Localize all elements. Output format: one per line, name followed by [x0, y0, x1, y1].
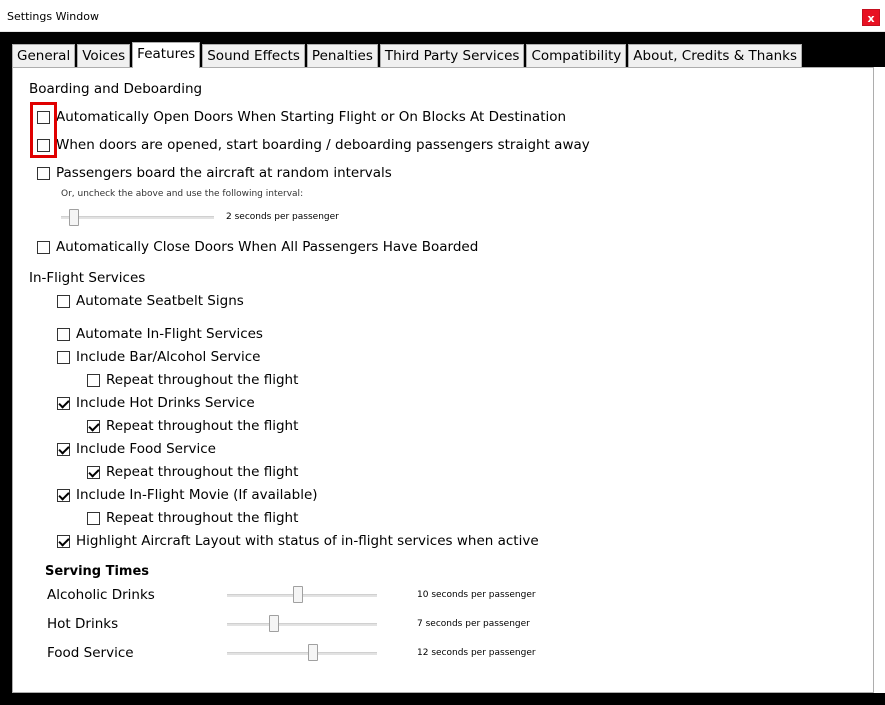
tab-general[interactable]: General — [12, 44, 75, 67]
inflight-group-title: In-Flight Services — [29, 270, 146, 286]
option-label: Repeat throughout the flight — [106, 372, 299, 388]
highlight-box — [30, 102, 57, 158]
auto-close-doors-option[interactable] — [37, 239, 478, 255]
random-intervals-option[interactable] — [37, 165, 392, 181]
boarding-interval-slider-track[interactable] — [61, 216, 214, 219]
option-label: Passengers board the aircraft at random intervals — [56, 165, 392, 181]
checkbox[interactable] — [57, 397, 70, 410]
option-label: Automatically Close Doors When All Passengers Have Boarded — [56, 239, 479, 255]
option-label: Automate In-Flight Services — [76, 326, 263, 342]
alcoholic-drinks-value: 10 seconds per passenger — [417, 590, 536, 600]
alcoholic-drinks-slider-thumb[interactable] — [293, 586, 303, 603]
window-title: Settings Window — [7, 10, 99, 23]
movie-repeat-option[interactable] — [87, 510, 298, 526]
close-button[interactable]: x — [862, 9, 880, 26]
start-boarding-straight-away-option[interactable] — [37, 137, 590, 153]
food-service-slider-track[interactable] — [227, 652, 377, 655]
checkbox[interactable] — [57, 489, 70, 502]
checkbox[interactable] — [57, 535, 70, 548]
option-label: Highlight Aircraft Layout with status of in-flight services when active — [76, 533, 539, 549]
tab-features[interactable]: Features — [132, 42, 200, 68]
food-service-slider-thumb[interactable] — [308, 644, 318, 661]
automate-inflight-services-option[interactable] — [57, 326, 263, 342]
auto-open-doors-option[interactable] — [37, 109, 566, 125]
hot-drinks-option[interactable] — [57, 395, 255, 411]
option-label: Include Hot Drinks Service — [76, 395, 255, 411]
checkbox[interactable] — [57, 328, 70, 341]
hot-drinks-label: Hot Drinks — [47, 616, 119, 632]
tab-sound-effects[interactable]: Sound Effects — [202, 44, 305, 67]
hot-drinks-repeat-option[interactable] — [87, 418, 298, 434]
bar-alcohol-option[interactable] — [57, 349, 261, 365]
tab-about[interactable]: About, Credits & Thanks — [628, 44, 802, 67]
hot-drinks-slider-track[interactable] — [227, 623, 377, 626]
tab-third-party-services[interactable]: Third Party Services — [380, 44, 525, 67]
option-label: When doors are opened, start boarding / deboarding passengers straight away — [56, 137, 590, 153]
food-service-label: Food Service — [47, 645, 134, 661]
option-label: Include Food Service — [76, 441, 216, 457]
checkbox[interactable] — [57, 351, 70, 364]
tab-compatibility[interactable]: Compatibility — [526, 44, 626, 67]
checkbox[interactable] — [87, 466, 100, 479]
bar-repeat-option[interactable] — [87, 372, 298, 388]
option-label: Automatically Open Doors When Starting Flight or On Blocks At Destination — [56, 109, 567, 125]
checkbox[interactable] — [87, 374, 100, 387]
checkbox[interactable] — [87, 512, 100, 525]
serving-times-title: Serving Times — [45, 564, 150, 579]
checkbox[interactable] — [57, 295, 70, 308]
food-service-value: 12 seconds per passenger — [417, 648, 536, 658]
boarding-group-title: Boarding and Deboarding — [29, 81, 203, 97]
hot-drinks-value: 7 seconds per passenger — [417, 619, 530, 629]
automate-seatbelt-option[interactable] — [57, 293, 244, 309]
checkbox[interactable] — [37, 167, 50, 180]
checkbox[interactable] — [37, 241, 50, 254]
checkbox[interactable] — [87, 420, 100, 433]
tab-voices[interactable]: Voices — [77, 44, 130, 67]
hot-drinks-slider-thumb[interactable] — [269, 615, 279, 632]
option-label: Include In-Flight Movie (If available) — [76, 487, 318, 503]
option-label: Repeat throughout the flight — [106, 464, 299, 480]
option-label: Repeat throughout the flight — [106, 510, 299, 526]
food-repeat-option[interactable] — [87, 464, 298, 480]
food-service-option[interactable] — [57, 441, 216, 457]
interval-note: Or, uncheck the above and use the following interval: — [61, 189, 304, 199]
checkbox[interactable] — [57, 443, 70, 456]
tab-penalties[interactable]: Penalties — [307, 44, 378, 67]
highlight-layout-option[interactable] — [57, 533, 539, 549]
boarding-interval-value: 2 seconds per passenger — [226, 212, 339, 222]
alcoholic-drinks-label: Alcoholic Drinks — [47, 587, 155, 603]
option-label: Automate Seatbelt Signs — [76, 293, 244, 309]
boarding-interval-slider-thumb[interactable] — [69, 209, 79, 226]
option-label: Repeat throughout the flight — [106, 418, 299, 434]
option-label: Include Bar/Alcohol Service — [76, 349, 261, 365]
inflight-movie-option[interactable] — [57, 487, 318, 503]
